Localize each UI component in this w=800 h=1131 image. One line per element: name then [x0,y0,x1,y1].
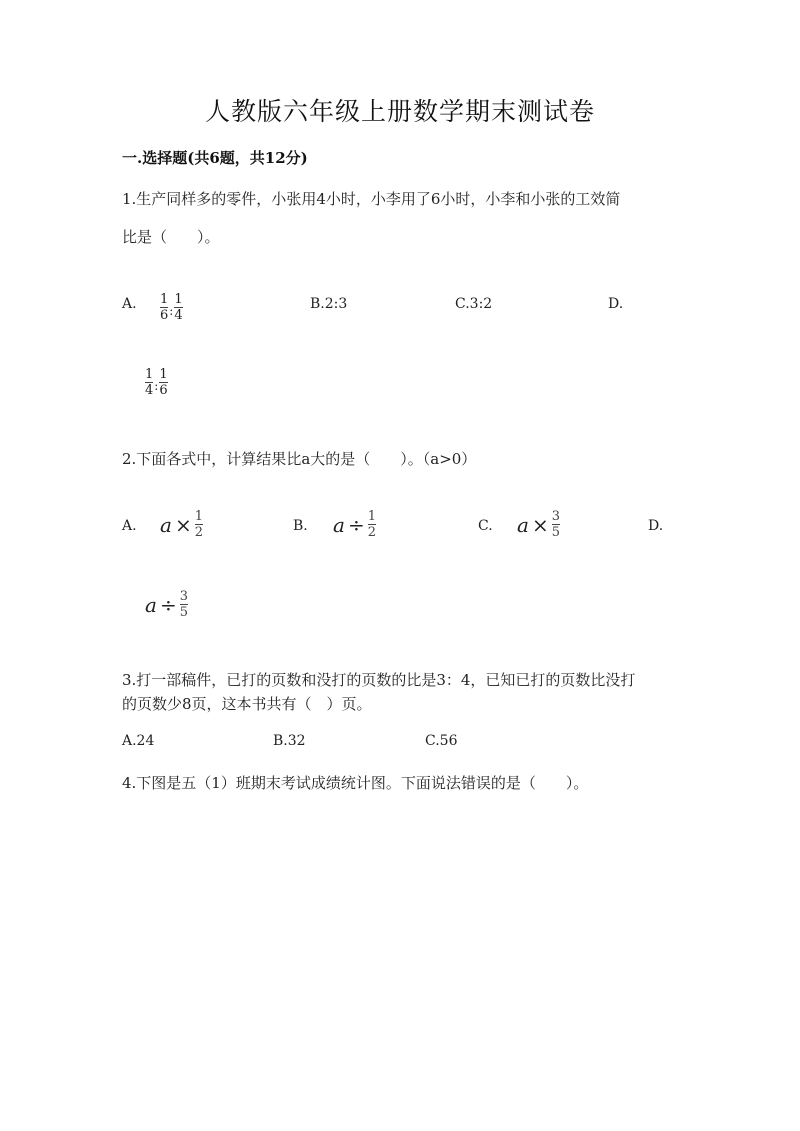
frac-numerator: 1 [145,367,154,382]
expr-variable: a [333,512,345,537]
frac-numerator: 1 [194,509,203,524]
q2-option-d-expr [145,590,188,619]
q2-option-b-expr [333,510,376,539]
frac-denominator: 5 [551,525,560,540]
question-2-text: 2.下面各式中，计算结果比a大的是（ ）。（a>0） [122,450,477,468]
frac-denominator: 6 [160,308,169,323]
frac-numerator: 1 [160,292,169,307]
expr-variable: a [160,512,172,537]
ratio-sign: : [154,378,159,393]
question-4-text: 4.下图是五（1）班期末考试成绩统计图。下面说法错误的是（ ）。 [122,774,589,792]
frac-numerator: 1 [159,367,168,382]
q1-option-b: B.2:3 [310,296,348,312]
q2-option-d-label: D. [648,518,664,534]
expr-operator: ÷ [159,592,177,617]
frac-numerator: 3 [551,509,560,524]
q3-option-a: A.24 [122,733,155,749]
q2-option-a-label: A. [122,518,137,534]
frac-numerator: 1 [174,292,183,307]
frac-denominator: 4 [174,308,183,323]
q2-option-c-expr [517,510,560,539]
question-3-line-2: 的页数少8页，这本书共有（ ）页。 [122,695,372,713]
frac-denominator: 4 [145,383,154,398]
q3-option-c: C.56 [425,733,458,749]
q1-option-d-label: D. [608,296,624,312]
q1-option-a-label: A. [122,296,137,312]
question-1-line-1: 1.生产同样多的零件，小张用4小时，小李用了6小时，小李和小张的工效简 [122,190,621,208]
expr-operator: × [531,512,549,537]
frac-numerator: 1 [367,509,376,524]
q1-option-c: C.3:2 [455,296,493,312]
frac-denominator: 5 [179,605,188,620]
ratio-sign: : [169,303,174,318]
q3-option-b: B.32 [273,733,306,749]
q1-option-a-ratio [160,288,183,322]
frac-denominator: 2 [194,525,203,540]
frac-denominator: 2 [367,525,376,540]
question-1-line-2: 比是（ ）。 [122,228,220,246]
q2-option-b-label: B. [293,518,308,534]
frac-denominator: 6 [159,383,168,398]
frac-numerator: 3 [179,589,188,604]
q2-option-a-expr [160,510,203,539]
expr-operator: × [174,512,192,537]
q1-option-d-ratio [145,363,168,397]
expr-variable: a [145,592,157,617]
question-3-line-1: 3.打一部稿件，已打的页数和没打的页数的比是3：4，已知已打的页数比没打 [122,671,636,689]
q2-option-c-label: C. [478,518,493,534]
page-title: 人教版六年级上册数学期末测试卷 [204,97,595,126]
expr-operator: ÷ [347,512,365,537]
expr-variable: a [517,512,529,537]
section-heading: 一.选择题(共6题，共12分) [122,149,308,167]
